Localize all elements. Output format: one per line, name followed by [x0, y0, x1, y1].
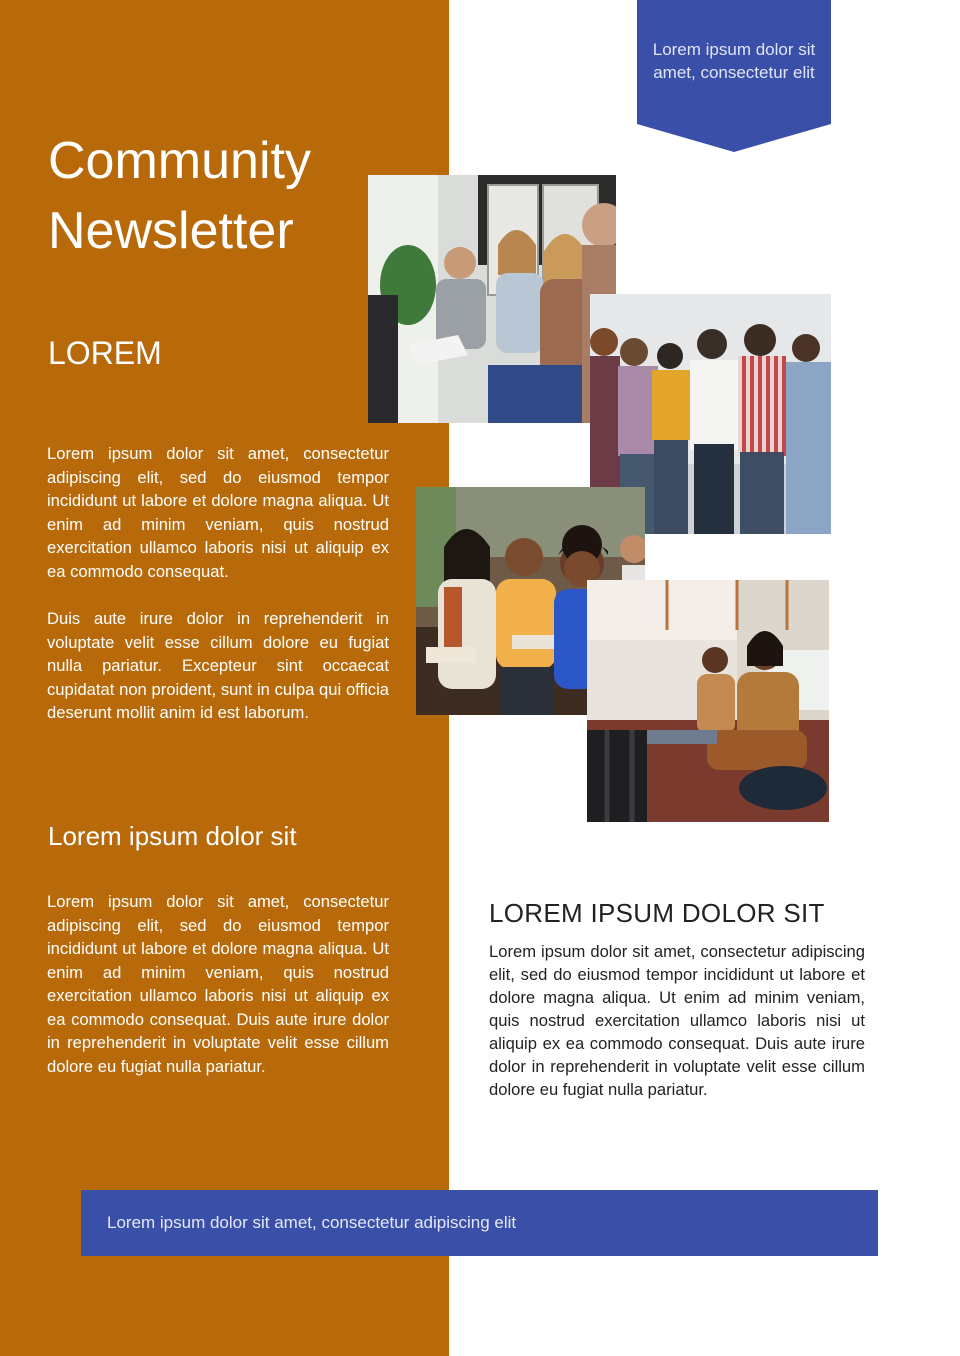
- left-paragraph-1: Lorem ipsum dolor sit amet, consectetur adipiscing elit, sed do eiusmod tempor incididunt ut labore et dolore magna aliqua. Ut enim ad minim veniam, quis nostrud exercitation ullamco laboris nisi ut aliquip ex ea commodo consequat.: [47, 444, 389, 581]
- photo-cafe-conversation: [587, 580, 829, 822]
- left-paragraph-3: Lorem ipsum dolor sit amet, consectetur adipiscing elit, sed do eiusmod tempor incididunt ut labore et dolore magna aliqua. Ut enim ad minim veniam, quis nostrud exercitation ullamco laboris nisi ut aliquip ex ea commodo consequat. Duis aute irure dolor in reprehenderit in voluptate velit esse cillum dolore eu fugiat nulla pariatur.: [47, 892, 389, 1076]
- right-heading: LOREM IPSUM DOLOR SIT: [489, 898, 825, 928]
- section-heading-sub: Lorem ipsum dolor sit: [48, 821, 297, 851]
- footer-band-text: Lorem ipsum dolor sit amet, consectetur adipiscing elit: [107, 1213, 517, 1232]
- section-heading-lorem: LOREM: [48, 335, 162, 371]
- footer-band: [81, 1190, 878, 1256]
- title-line-2: Newsletter: [48, 202, 294, 260]
- header-ribbon: [637, 0, 831, 152]
- photo-group-discussion: [368, 175, 616, 423]
- right-paragraph: Lorem ipsum dolor sit amet, consectetur adipiscing elit, sed do eiusmod tempor incididunt ut labore et dolore magna aliqua. Ut enim ad minim veniam, quis nostrud exercitation ullamco laboris nisi ut aliquip ex ea commodo consequat. Duis aute irure dolor in reprehenderit in voluptate velit esse cillum dolore eu fugiat nulla pariatur.: [489, 942, 865, 1099]
- ribbon-text: Lorem ipsum dolor sit amet, consectetur elit: [652, 40, 816, 82]
- title-line-1: Community: [48, 132, 311, 190]
- left-paragraph-2: Duis aute irure dolor in reprehenderit in voluptate velit esse cillum dolore eu fugiat nulla pariatur. Excepteur sint occaecat cupidatat non proident, sunt in culpa qui officia deserunt mollit anim id est laborum.: [47, 609, 389, 722]
